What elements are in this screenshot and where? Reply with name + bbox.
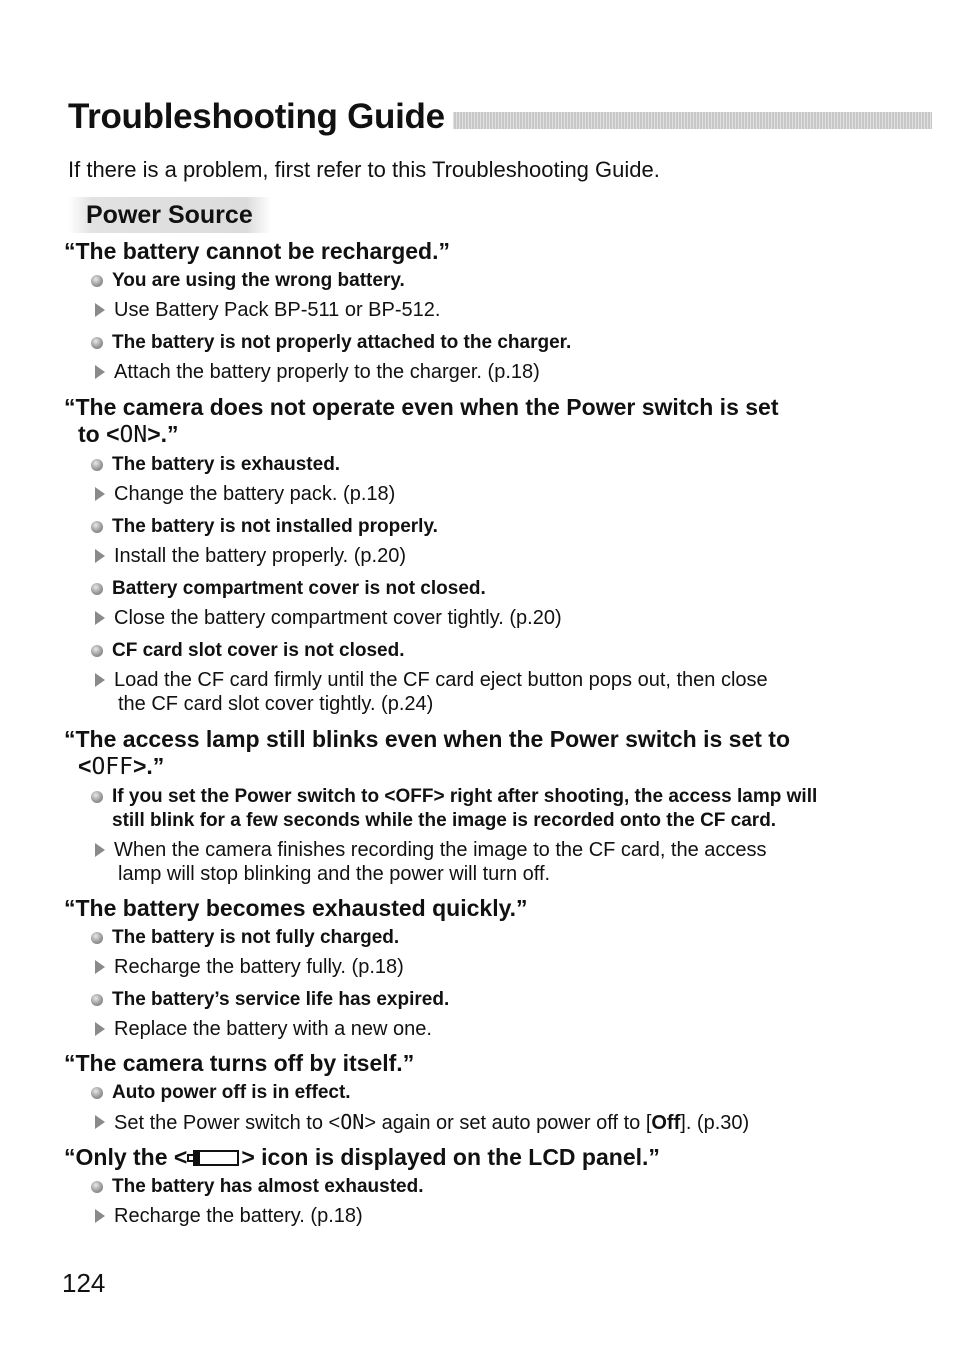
cause-text: The battery is exhausted. (112, 454, 341, 475)
remedy-text: Recharge the battery. (p.18) (114, 1205, 363, 1227)
problem-heading (64, 895, 874, 922)
triangle-arrow-icon (95, 960, 105, 974)
triangle-arrow-icon (95, 1115, 105, 1129)
problem-title: “The battery cannot be recharged.” (64, 238, 450, 264)
problem-title-part: >.” (147, 421, 179, 447)
remedy-text: Replace the battery with a new one. (114, 1018, 432, 1040)
cause-item (64, 785, 852, 833)
switch-position-label: OFF (91, 754, 133, 780)
remedy-item (64, 1110, 874, 1135)
triangle-arrow-icon (95, 303, 105, 317)
problem-title-cont (64, 753, 874, 781)
problem-heading (64, 394, 874, 449)
problem-title: “The camera does not operate even when the Power switch is set (64, 394, 779, 420)
remedy-text: Install the battery properly. (p.20) (114, 545, 406, 567)
triangle-arrow-icon (95, 1209, 105, 1223)
switch-position-label: ON (340, 1110, 365, 1134)
remedy-text: > again or set auto power off to [ (364, 1112, 652, 1134)
cause-item (64, 1175, 874, 1199)
gray-dot-icon (91, 791, 103, 803)
title-rule (453, 112, 932, 129)
gray-dot-icon (91, 337, 103, 349)
remedy-text: Change the battery pack. (p.18) (114, 483, 396, 505)
remedy-item (64, 1204, 874, 1228)
gray-dot-icon (91, 1087, 103, 1099)
cause-item (64, 269, 874, 293)
triangle-arrow-icon (95, 549, 105, 563)
problem-title: “The camera turns off by itself.” (64, 1050, 415, 1076)
gray-dot-icon (91, 583, 103, 595)
remedy-text: When the camera finishes recording the image to the CF card, the access (114, 839, 767, 861)
problem-title: “Only the < (64, 1144, 188, 1170)
remedy-text: Load the CF card firmly until the CF card eject button pops out, then close (114, 669, 768, 691)
cause-text: The battery is not properly attached to the charger. (112, 332, 572, 353)
triangle-arrow-icon (95, 843, 105, 857)
remedy-text: Use Battery Pack BP-511 or BP-512. (114, 299, 441, 321)
cause-text: CF card slot cover is not closed. (112, 640, 405, 661)
problem-title: “The battery becomes exhausted quickly.” (64, 895, 528, 921)
remedy-text: Close the battery compartment cover tightly. (p.20) (114, 607, 562, 629)
triangle-arrow-icon (95, 365, 105, 379)
remedy-item (64, 606, 874, 630)
page-title: Troubleshooting Guide (68, 97, 445, 136)
remedy-text-cont: lamp will stop blinking and the power will turn off. (118, 863, 551, 885)
problem-heading (64, 1050, 874, 1077)
cause-item (64, 331, 874, 355)
troubleshooting-content (64, 238, 874, 1237)
gray-dot-icon (91, 994, 103, 1006)
remedy-item (64, 360, 874, 384)
cause-item (64, 1081, 874, 1105)
page-number: 124 (62, 1268, 106, 1298)
title-row (68, 96, 932, 138)
cause-text: You are using the wrong battery. (112, 270, 405, 291)
switch-position-label: ON (119, 422, 148, 448)
cause-item (64, 577, 874, 601)
cause-text: The battery’s service life has expired. (112, 989, 450, 1010)
cause-item (64, 639, 874, 663)
problem-heading (64, 1144, 874, 1171)
remedy-text-cont: the CF card slot cover tightly. (p.24) (118, 693, 434, 715)
remedy-text: ]. (p.30) (680, 1112, 750, 1134)
cause-text: Auto power off is in effect. (112, 1082, 351, 1103)
gray-dot-icon (91, 645, 103, 657)
remedy-text: Attach the battery properly to the charger. (p.18) (114, 361, 540, 383)
remedy-item (64, 838, 874, 886)
gray-dot-icon (91, 1181, 103, 1193)
gray-dot-icon (91, 459, 103, 471)
battery-low-icon (187, 1149, 241, 1167)
cause-item (64, 515, 874, 539)
cause-text: The battery is not installed properly. (112, 516, 438, 537)
cause-text: If you set the Power switch to <OFF> right after shooting, the access lamp will still blink for a few seconds while the image is recorded onto the CF card. (112, 786, 818, 831)
cause-item (64, 926, 874, 950)
cause-item (64, 453, 874, 477)
problem-title-cont (64, 421, 874, 449)
cause-text: Battery compartment cover is not closed. (112, 578, 486, 599)
intro-text: If there is a problem, first refer to this Troubleshooting Guide. (68, 157, 660, 182)
triangle-arrow-icon (95, 673, 105, 687)
gray-dot-icon (91, 275, 103, 287)
remedy-item (64, 482, 874, 506)
problem-title: “The access lamp still blinks even when the Power switch is set to (64, 726, 791, 752)
remedy-item (64, 955, 874, 979)
remedy-item (64, 1017, 874, 1041)
gray-dot-icon (91, 521, 103, 533)
cause-text: The battery is not fully charged. (112, 927, 400, 948)
cause-item (64, 988, 874, 1012)
triangle-arrow-icon (95, 611, 105, 625)
problem-heading (64, 238, 874, 265)
cause-text: The battery has almost exhausted. (112, 1176, 424, 1197)
menu-setting-label: Off (651, 1112, 681, 1134)
remedy-text: Set the Power switch to < (114, 1112, 341, 1134)
problem-title-part: > icon is displayed on the LCD panel.” (241, 1144, 660, 1170)
problem-title-part: >.” (132, 753, 165, 779)
gray-dot-icon (91, 932, 103, 944)
triangle-arrow-icon (95, 1022, 105, 1036)
problem-heading (64, 726, 874, 781)
problem-title-part: to < (78, 421, 120, 447)
remedy-item (64, 298, 874, 322)
remedy-item (64, 668, 874, 716)
remedy-text: Recharge the battery fully. (p.18) (114, 956, 404, 978)
triangle-arrow-icon (95, 487, 105, 501)
remedy-item (64, 544, 874, 568)
problem-title-part: < (78, 753, 92, 779)
section-title: Power Source (86, 200, 253, 229)
section-heading (68, 197, 271, 233)
